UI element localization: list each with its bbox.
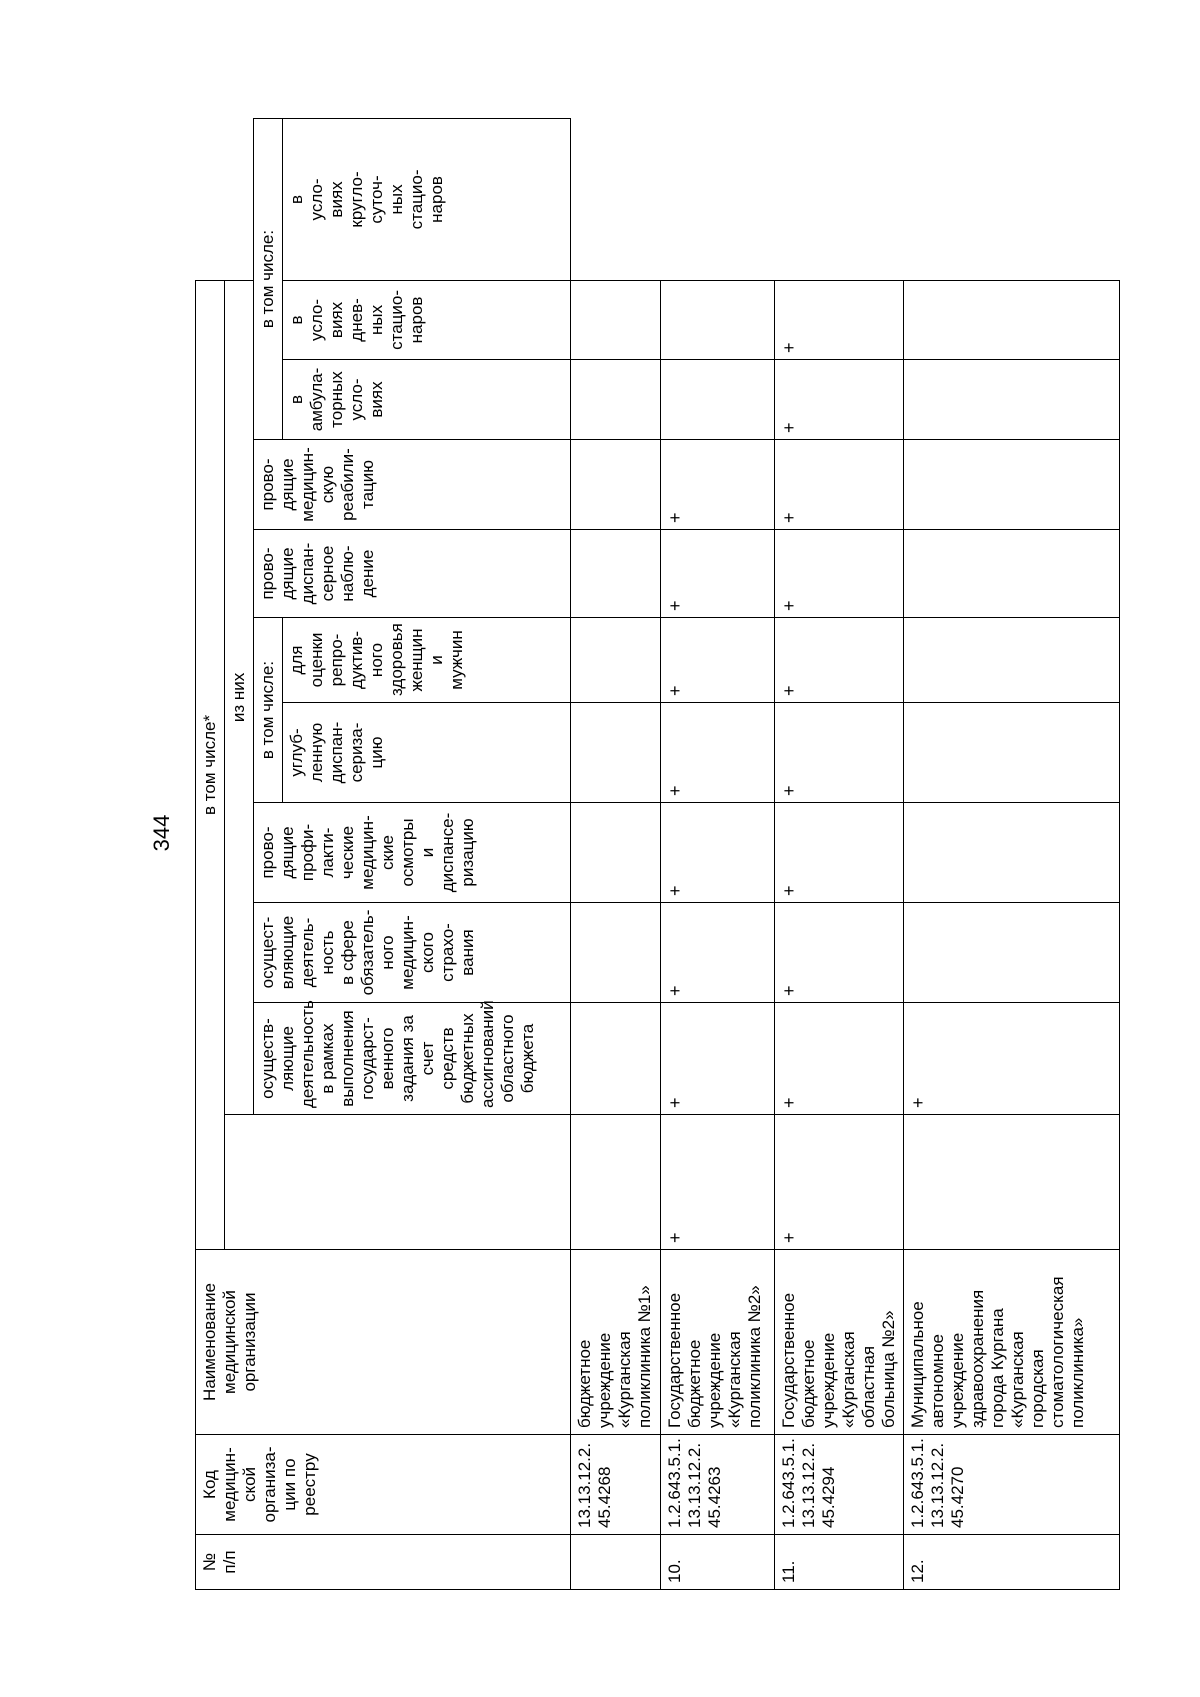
mark-day — [904, 360, 1120, 440]
mark-day — [661, 360, 775, 440]
mark-amb — [904, 440, 1120, 530]
header-blank — [225, 1115, 571, 1250]
mark-round: + — [775, 280, 904, 359]
mark-oms: + — [775, 1003, 904, 1115]
row-name: Государственное бюджетное учреждение «Курганская поликлиника №2» — [661, 1250, 775, 1435]
mark-amb: + — [661, 440, 775, 530]
header-num: № п/п — [196, 1535, 571, 1590]
mark-prof: + — [661, 903, 775, 1003]
row-num: 11. — [775, 1535, 904, 1590]
mark-amb — [571, 440, 661, 530]
header-round: в усло- виях кругло- суточ- ных стацио- наров — [283, 119, 571, 281]
mark-repro: + — [661, 703, 775, 803]
mark-prof — [571, 903, 661, 1003]
mark-budget — [571, 1115, 661, 1250]
header-repro: для оценки репро- дуктив- ного здоровья женщин и мужчин — [283, 618, 571, 703]
table-row — [661, 119, 775, 1590]
mark-amb: + — [775, 440, 904, 530]
mark-disp: + — [775, 618, 904, 703]
mark-repro — [904, 703, 1120, 803]
mark-oms — [571, 1003, 661, 1115]
row-name: Муниципальное автономное учреждение здравоохранения города Кургана «Курганская городская стоматологическая поликлиника» — [904, 1250, 1120, 1435]
mark-disp: + — [661, 618, 775, 703]
row-name: Государственное бюджетное учреждение «Курганская областная больница №2» — [775, 1250, 904, 1435]
header-prof: прово- дящие профи- лакти- ческие медицин- ские осмотры и диспансе- ризацию — [254, 803, 571, 903]
mark-budget — [904, 1115, 1120, 1250]
mark-oms: + — [904, 1003, 1120, 1115]
medical-organizations-table — [195, 118, 1120, 1590]
mark-day: + — [775, 360, 904, 440]
mark-repro — [571, 703, 661, 803]
page-number: 344 — [149, 814, 174, 852]
mark-repro: + — [775, 703, 904, 803]
table-row — [571, 119, 661, 1590]
header-disp: прово- дящие диспан- серное наблю- дение — [254, 530, 571, 618]
mark-round — [661, 280, 775, 359]
header-deep: углуб- ленную диспан- сериза- цию — [283, 703, 571, 803]
header-budget: осуществ- ляющие деятельность в рамках выполнения государст- венного задания за счет средств бюджетных ассигнований областного бюджета — [254, 1003, 571, 1115]
header-in-total: в том числе* — [196, 280, 225, 1249]
header-of-them: из них — [225, 280, 254, 1114]
rotated-table-container — [195, 118, 1120, 1590]
mark-prof: + — [775, 903, 904, 1003]
mark-budget: + — [775, 1115, 904, 1250]
header-code: Код медицин- ской организа- ции по реестру — [196, 1435, 571, 1535]
mark-disp — [571, 618, 661, 703]
row-name: бюджетное учреждение «Курганская поликлиника №1» — [571, 1250, 661, 1435]
mark-rehab: + — [661, 530, 775, 618]
mark-deep — [571, 803, 661, 903]
row-num: 10. — [661, 1535, 775, 1590]
row-num: 12. — [904, 1535, 1120, 1590]
mark-disp — [904, 618, 1120, 703]
table-row — [904, 119, 1120, 1590]
mark-rehab — [571, 530, 661, 618]
header-oms: осущест- вляющие деятель- ность в сфере обязатель- ного медицин- ского страхо- вания — [254, 903, 571, 1003]
mark-deep: + — [661, 803, 775, 903]
table-row — [775, 119, 904, 1590]
row-num — [571, 1535, 661, 1590]
header-in-that-1: в том числе: — [254, 618, 283, 803]
mark-prof — [904, 903, 1120, 1003]
mark-round — [571, 280, 661, 359]
mark-day — [571, 360, 661, 440]
header-day: в усло- виях днев- ных стацио- наров — [283, 280, 571, 359]
header-amb: в амбула- торных усло- виях — [283, 360, 571, 440]
row-code: 1.2.643.5.1. 13.13.12.2. 45.4270 — [904, 1435, 1120, 1535]
row-code: 1.2.643.5.1. 13.13.12.2. 45.4263 — [661, 1435, 775, 1535]
row-code: 1.2.643.5.1. 13.13.12.2. 45.4294 — [775, 1435, 904, 1535]
mark-rehab: + — [775, 530, 904, 618]
header-in-that-2: в том числе: — [254, 119, 283, 440]
mark-deep: + — [775, 803, 904, 903]
mark-oms: + — [661, 1003, 775, 1115]
mark-rehab — [904, 530, 1120, 618]
row-code: 13.13.12.2. 45.4268 — [571, 1435, 661, 1535]
mark-deep — [904, 803, 1120, 903]
mark-round — [904, 280, 1120, 359]
header-rehab: прово- дящие медицин- скую реабили- тацию — [254, 440, 571, 530]
header-name: Наименование медицинской организации — [196, 1250, 571, 1435]
mark-budget: + — [661, 1115, 775, 1250]
